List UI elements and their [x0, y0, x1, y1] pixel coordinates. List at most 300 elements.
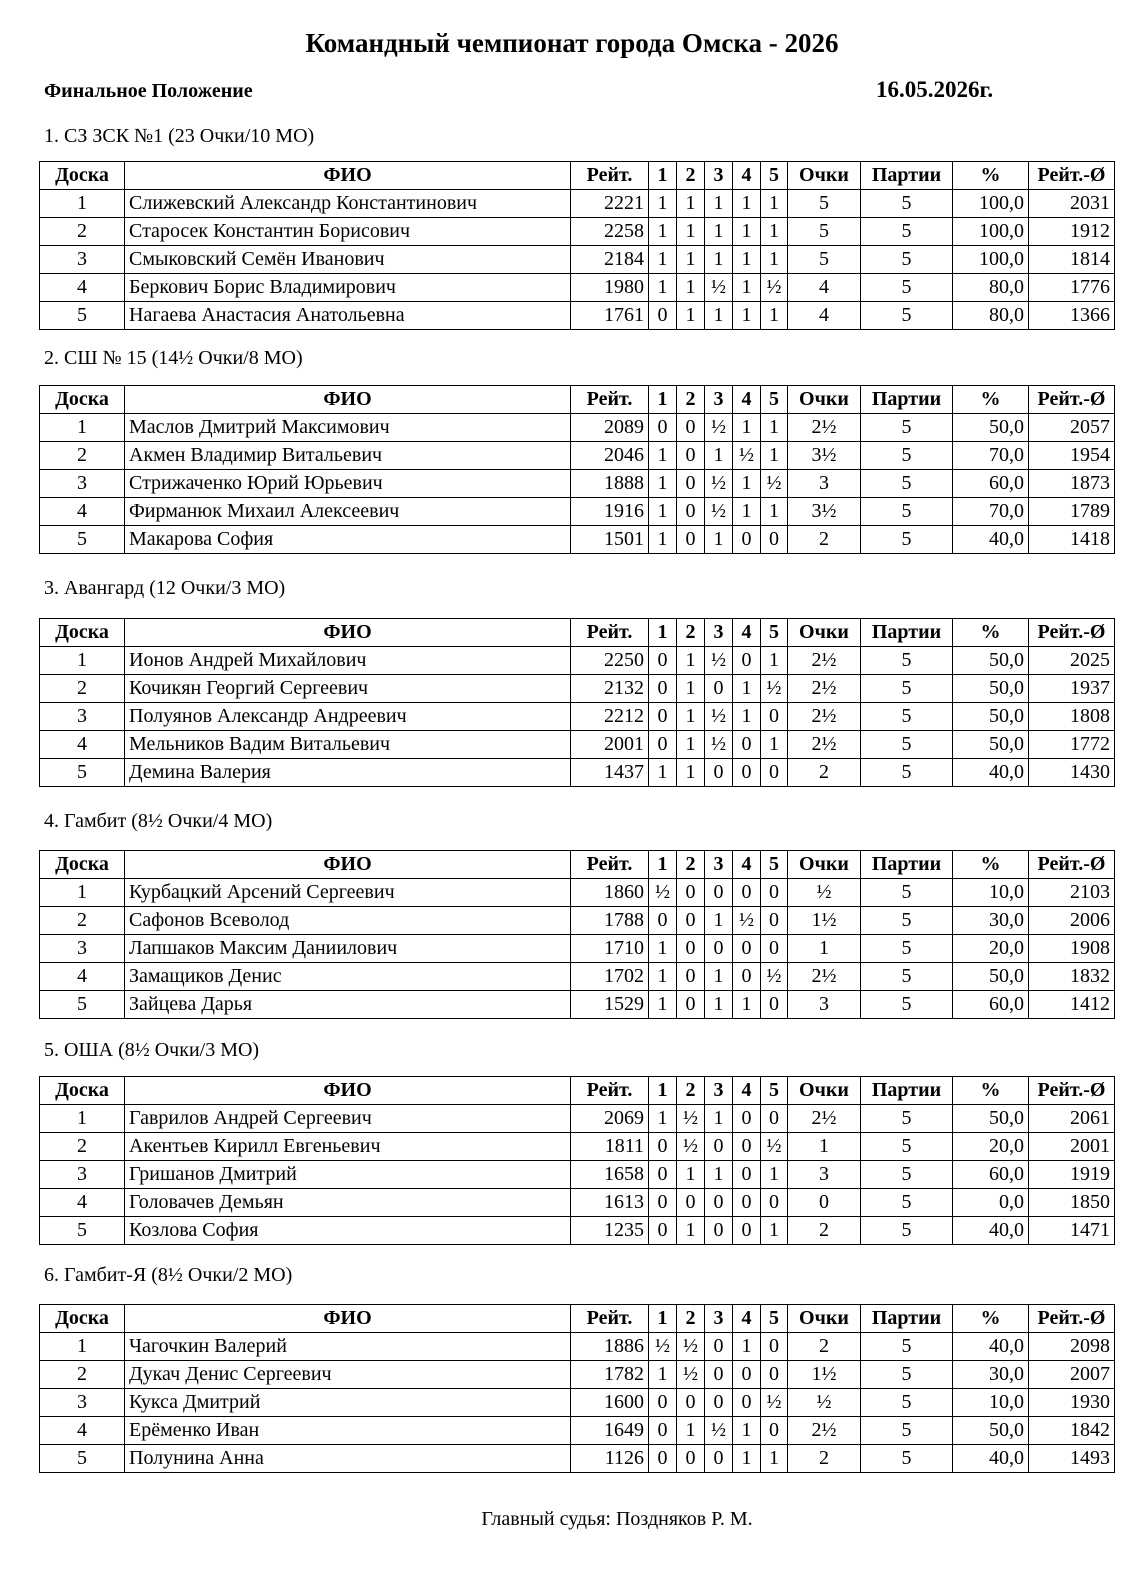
- cell-name: Кочикян Георгий Сергеевич: [125, 675, 571, 703]
- cell-round-4: 0: [733, 963, 761, 991]
- cell-round-5: 1: [761, 302, 788, 330]
- cell-board: 5: [40, 991, 125, 1019]
- cell-points: 2½: [788, 731, 861, 759]
- cell-round-3: ½: [705, 647, 733, 675]
- cell-round-1: 1: [649, 1105, 677, 1133]
- cell-round-2: ½: [677, 1361, 705, 1389]
- table-row: [40, 1389, 1115, 1417]
- cell-round-4: 0: [733, 759, 761, 787]
- column-header-round-3: 3: [705, 1305, 733, 1333]
- cell-rating: 2132: [571, 675, 649, 703]
- cell-round-1: ½: [649, 1333, 677, 1361]
- cell-round-1: 0: [649, 302, 677, 330]
- cell-percent: 50,0: [953, 414, 1029, 442]
- cell-name: Полуянов Александр Андреевич: [125, 703, 571, 731]
- cell-percent: 60,0: [953, 470, 1029, 498]
- cell-board: 4: [40, 731, 125, 759]
- column-header-name: ФИО: [125, 386, 571, 414]
- cell-percent: 70,0: [953, 442, 1029, 470]
- cell-round-2: 1: [677, 218, 705, 246]
- cell-rating: 1888: [571, 470, 649, 498]
- cell-name: Гришанов Дмитрий: [125, 1161, 571, 1189]
- cell-points: 2½: [788, 1105, 861, 1133]
- column-header-round-2: 2: [677, 162, 705, 190]
- cell-round-1: ½: [649, 879, 677, 907]
- cell-games: 5: [861, 218, 953, 246]
- team-title: 5. ОША (8½ Очки/3 МО): [44, 1039, 260, 1061]
- cell-points: 5: [788, 246, 861, 274]
- cell-round-4: 1: [733, 703, 761, 731]
- cell-points: 0: [788, 1189, 861, 1217]
- column-header-name: ФИО: [125, 1305, 571, 1333]
- column-header-round-3: 3: [705, 851, 733, 879]
- table-row: [40, 526, 1115, 554]
- cell-games: 5: [861, 907, 953, 935]
- cell-round-1: 0: [649, 414, 677, 442]
- cell-name: Ерёменко Иван: [125, 1417, 571, 1445]
- cell-round-4: 0: [733, 1133, 761, 1161]
- cell-rating: 2221: [571, 190, 649, 218]
- table-row: [40, 991, 1115, 1019]
- team-table: [39, 618, 1115, 787]
- cell-board: 2: [40, 907, 125, 935]
- cell-board: 3: [40, 1161, 125, 1189]
- cell-round-3: 0: [705, 1389, 733, 1417]
- cell-rating: 1658: [571, 1161, 649, 1189]
- cell-avg-rating: 2031: [1029, 190, 1115, 218]
- column-header-avg-rating: Рейт.-Ø: [1029, 619, 1115, 647]
- cell-round-4: 0: [733, 1217, 761, 1245]
- cell-round-3: ½: [705, 274, 733, 302]
- cell-board: 3: [40, 935, 125, 963]
- cell-rating: 2258: [571, 218, 649, 246]
- cell-points: 2½: [788, 963, 861, 991]
- cell-rating: 1529: [571, 991, 649, 1019]
- cell-round-3: 0: [705, 1445, 733, 1473]
- team-title: 4. Гамбит (8½ Очки/4 МО): [44, 810, 273, 832]
- cell-round-5: 0: [761, 759, 788, 787]
- cell-points: 2: [788, 1217, 861, 1245]
- cell-round-4: 0: [733, 1161, 761, 1189]
- cell-games: 5: [861, 1445, 953, 1473]
- cell-avg-rating: 1832: [1029, 963, 1115, 991]
- column-header-points: Очки: [788, 386, 861, 414]
- cell-round-1: 0: [649, 675, 677, 703]
- cell-points: 2: [788, 1333, 861, 1361]
- table-row: [40, 703, 1115, 731]
- cell-games: 5: [861, 647, 953, 675]
- table-row: [40, 1189, 1115, 1217]
- cell-games: 5: [861, 526, 953, 554]
- cell-round-5: 0: [761, 1105, 788, 1133]
- cell-round-5: 1: [761, 1445, 788, 1473]
- cell-avg-rating: 1842: [1029, 1417, 1115, 1445]
- cell-round-5: 1: [761, 731, 788, 759]
- column-header-round-2: 2: [677, 386, 705, 414]
- table-header-row: [40, 162, 1115, 190]
- cell-round-3: 0: [705, 1217, 733, 1245]
- cell-round-2: 0: [677, 879, 705, 907]
- column-header-points: Очки: [788, 619, 861, 647]
- cell-round-4: 1: [733, 1417, 761, 1445]
- cell-points: 3: [788, 470, 861, 498]
- cell-round-3: ½: [705, 414, 733, 442]
- table-row: [40, 935, 1115, 963]
- cell-round-3: 0: [705, 1333, 733, 1361]
- cell-points: 3: [788, 991, 861, 1019]
- column-header-round-5: 5: [761, 1305, 788, 1333]
- cell-round-2: 0: [677, 907, 705, 935]
- cell-points: 1: [788, 1133, 861, 1161]
- cell-percent: 100,0: [953, 246, 1029, 274]
- cell-name: Слижевский Александр Константинович: [125, 190, 571, 218]
- cell-round-5: 0: [761, 526, 788, 554]
- cell-round-3: 1: [705, 907, 733, 935]
- cell-round-2: 1: [677, 647, 705, 675]
- cell-percent: 20,0: [953, 935, 1029, 963]
- cell-name: Курбацкий Арсений Сергеевич: [125, 879, 571, 907]
- cell-round-5: 0: [761, 1189, 788, 1217]
- cell-rating: 2046: [571, 442, 649, 470]
- cell-avg-rating: 1908: [1029, 935, 1115, 963]
- column-header-percent: %: [953, 619, 1029, 647]
- cell-rating: 1811: [571, 1133, 649, 1161]
- column-header-round-3: 3: [705, 162, 733, 190]
- cell-round-5: 0: [761, 879, 788, 907]
- cell-avg-rating: 1772: [1029, 731, 1115, 759]
- cell-name: Гаврилов Андрей Сергеевич: [125, 1105, 571, 1133]
- cell-percent: 100,0: [953, 218, 1029, 246]
- cell-round-2: 0: [677, 498, 705, 526]
- cell-points: 4: [788, 302, 861, 330]
- cell-games: 5: [861, 274, 953, 302]
- cell-rating: 1235: [571, 1217, 649, 1245]
- cell-round-1: 0: [649, 1445, 677, 1473]
- column-header-board: Доска: [40, 1305, 125, 1333]
- cell-round-2: 0: [677, 991, 705, 1019]
- cell-round-1: 1: [649, 935, 677, 963]
- cell-board: 2: [40, 442, 125, 470]
- cell-round-4: 1: [733, 274, 761, 302]
- cell-name: Смыковский Семён Иванович: [125, 246, 571, 274]
- table-row: [40, 647, 1115, 675]
- table-row: [40, 907, 1115, 935]
- cell-avg-rating: 2098: [1029, 1333, 1115, 1361]
- cell-percent: 50,0: [953, 1105, 1029, 1133]
- cell-board: 1: [40, 1333, 125, 1361]
- cell-rating: 1600: [571, 1389, 649, 1417]
- cell-avg-rating: 1912: [1029, 218, 1115, 246]
- cell-round-3: 0: [705, 675, 733, 703]
- cell-round-5: ½: [761, 1133, 788, 1161]
- cell-rating: 1649: [571, 1417, 649, 1445]
- cell-games: 5: [861, 1217, 953, 1245]
- cell-round-5: 0: [761, 1361, 788, 1389]
- team-title: 1. СЗ ЗСК №1 (23 Очки/10 МО): [44, 125, 315, 147]
- team-table: [39, 385, 1115, 554]
- cell-rating: 2250: [571, 647, 649, 675]
- cell-board: 1: [40, 1105, 125, 1133]
- cell-round-4: 1: [733, 302, 761, 330]
- cell-avg-rating: 1919: [1029, 1161, 1115, 1189]
- cell-board: 4: [40, 1189, 125, 1217]
- cell-games: 5: [861, 302, 953, 330]
- cell-rating: 1710: [571, 935, 649, 963]
- cell-round-4: 0: [733, 526, 761, 554]
- cell-round-3: 1: [705, 302, 733, 330]
- cell-board: 5: [40, 302, 125, 330]
- cell-round-3: 1: [705, 246, 733, 274]
- cell-name: Акентьев Кирилл Евгеньевич: [125, 1133, 571, 1161]
- table-row: [40, 190, 1115, 218]
- cell-round-2: 0: [677, 442, 705, 470]
- cell-round-3: 1: [705, 218, 733, 246]
- column-header-round-4: 4: [733, 851, 761, 879]
- cell-name: Козлова София: [125, 1217, 571, 1245]
- cell-avg-rating: 1789: [1029, 498, 1115, 526]
- cell-round-5: ½: [761, 675, 788, 703]
- cell-round-1: 0: [649, 907, 677, 935]
- cell-avg-rating: 1471: [1029, 1217, 1115, 1245]
- cell-round-5: 1: [761, 1217, 788, 1245]
- column-header-round-4: 4: [733, 619, 761, 647]
- cell-points: ½: [788, 879, 861, 907]
- cell-games: 5: [861, 470, 953, 498]
- table-row: [40, 442, 1115, 470]
- cell-rating: 2089: [571, 414, 649, 442]
- column-header-percent: %: [953, 851, 1029, 879]
- cell-percent: 40,0: [953, 759, 1029, 787]
- column-header-round-1: 1: [649, 619, 677, 647]
- cell-round-3: 0: [705, 759, 733, 787]
- cell-name: Ионов Андрей Михайлович: [125, 647, 571, 675]
- cell-rating: 1437: [571, 759, 649, 787]
- cell-round-5: 0: [761, 991, 788, 1019]
- cell-percent: 40,0: [953, 1333, 1029, 1361]
- column-header-rating: Рейт.: [571, 619, 649, 647]
- cell-points: 2½: [788, 647, 861, 675]
- cell-points: 3½: [788, 498, 861, 526]
- cell-round-1: 1: [649, 1361, 677, 1389]
- team-table: [39, 850, 1115, 1019]
- cell-round-3: 1: [705, 1105, 733, 1133]
- cell-games: 5: [861, 935, 953, 963]
- cell-avg-rating: 2025: [1029, 647, 1115, 675]
- cell-round-2: 1: [677, 1417, 705, 1445]
- cell-round-1: 1: [649, 442, 677, 470]
- column-header-rating: Рейт.: [571, 851, 649, 879]
- cell-round-1: 1: [649, 498, 677, 526]
- cell-round-1: 0: [649, 1417, 677, 1445]
- cell-games: 5: [861, 1105, 953, 1133]
- cell-round-4: ½: [733, 907, 761, 935]
- cell-name: Чагочкин Валерий: [125, 1333, 571, 1361]
- cell-round-4: 1: [733, 246, 761, 274]
- team-title: 2. СШ № 15 (14½ Очки/8 МО): [44, 347, 303, 369]
- cell-round-2: 1: [677, 246, 705, 274]
- cell-points: 2½: [788, 414, 861, 442]
- cell-round-3: 1: [705, 991, 733, 1019]
- cell-name: Фирманюк Михаил Алексеевич: [125, 498, 571, 526]
- column-header-round-5: 5: [761, 162, 788, 190]
- cell-board: 2: [40, 1133, 125, 1161]
- cell-avg-rating: 1776: [1029, 274, 1115, 302]
- cell-board: 4: [40, 963, 125, 991]
- cell-percent: 10,0: [953, 879, 1029, 907]
- cell-board: 1: [40, 190, 125, 218]
- cell-rating: 1980: [571, 274, 649, 302]
- cell-round-4: 1: [733, 498, 761, 526]
- cell-round-1: 1: [649, 246, 677, 274]
- cell-rating: 1761: [571, 302, 649, 330]
- column-header-name: ФИО: [125, 851, 571, 879]
- cell-percent: 50,0: [953, 963, 1029, 991]
- cell-round-2: 0: [677, 1189, 705, 1217]
- column-header-games: Партии: [861, 162, 953, 190]
- column-header-rating: Рейт.: [571, 386, 649, 414]
- column-header-percent: %: [953, 1305, 1029, 1333]
- cell-games: 5: [861, 991, 953, 1019]
- cell-board: 1: [40, 414, 125, 442]
- column-header-rating: Рейт.: [571, 162, 649, 190]
- column-header-name: ФИО: [125, 1077, 571, 1105]
- column-header-points: Очки: [788, 1077, 861, 1105]
- column-header-round-5: 5: [761, 619, 788, 647]
- cell-avg-rating: 1412: [1029, 991, 1115, 1019]
- cell-round-3: 0: [705, 1189, 733, 1217]
- cell-round-4: 0: [733, 1361, 761, 1389]
- column-header-round-2: 2: [677, 1305, 705, 1333]
- table-row: [40, 759, 1115, 787]
- column-header-points: Очки: [788, 162, 861, 190]
- cell-round-2: ½: [677, 1333, 705, 1361]
- column-header-name: ФИО: [125, 619, 571, 647]
- cell-round-3: 0: [705, 935, 733, 963]
- cell-round-5: 0: [761, 907, 788, 935]
- table-row: [40, 1105, 1115, 1133]
- cell-round-5: 1: [761, 218, 788, 246]
- cell-round-1: 1: [649, 759, 677, 787]
- table-row: [40, 1217, 1115, 1245]
- cell-rating: 1126: [571, 1445, 649, 1473]
- cell-avg-rating: 1493: [1029, 1445, 1115, 1473]
- cell-round-1: 1: [649, 470, 677, 498]
- cell-name: Беркович Борис Владимирович: [125, 274, 571, 302]
- table-row: [40, 302, 1115, 330]
- cell-percent: 60,0: [953, 1161, 1029, 1189]
- cell-games: 5: [861, 190, 953, 218]
- cell-avg-rating: 1954: [1029, 442, 1115, 470]
- cell-games: 5: [861, 1133, 953, 1161]
- cell-points: 2½: [788, 675, 861, 703]
- cell-games: 5: [861, 879, 953, 907]
- column-header-round-4: 4: [733, 162, 761, 190]
- cell-round-3: ½: [705, 731, 733, 759]
- cell-games: 5: [861, 759, 953, 787]
- cell-round-3: ½: [705, 470, 733, 498]
- column-header-board: Доска: [40, 386, 125, 414]
- column-header-percent: %: [953, 162, 1029, 190]
- table-header-row: [40, 1077, 1115, 1105]
- column-header-round-2: 2: [677, 1077, 705, 1105]
- column-header-points: Очки: [788, 851, 861, 879]
- cell-percent: 50,0: [953, 675, 1029, 703]
- cell-rating: 1702: [571, 963, 649, 991]
- column-header-percent: %: [953, 386, 1029, 414]
- cell-games: 5: [861, 703, 953, 731]
- cell-round-3: 1: [705, 526, 733, 554]
- table-row: [40, 879, 1115, 907]
- cell-percent: 40,0: [953, 1217, 1029, 1245]
- cell-round-2: 1: [677, 1161, 705, 1189]
- cell-avg-rating: 1814: [1029, 246, 1115, 274]
- column-header-round-1: 1: [649, 386, 677, 414]
- cell-board: 3: [40, 703, 125, 731]
- cell-board: 5: [40, 759, 125, 787]
- cell-avg-rating: 1873: [1029, 470, 1115, 498]
- cell-round-4: 1: [733, 1333, 761, 1361]
- cell-round-5: 1: [761, 647, 788, 675]
- cell-board: 5: [40, 1217, 125, 1245]
- table-header-row: [40, 851, 1115, 879]
- cell-round-2: 1: [677, 274, 705, 302]
- cell-rating: 1860: [571, 879, 649, 907]
- cell-round-2: ½: [677, 1105, 705, 1133]
- cell-points: 5: [788, 218, 861, 246]
- cell-round-5: 0: [761, 1333, 788, 1361]
- cell-games: 5: [861, 675, 953, 703]
- cell-percent: 70,0: [953, 498, 1029, 526]
- cell-avg-rating: 1937: [1029, 675, 1115, 703]
- cell-round-3: 1: [705, 442, 733, 470]
- cell-games: 5: [861, 498, 953, 526]
- cell-round-1: 0: [649, 1161, 677, 1189]
- cell-board: 4: [40, 498, 125, 526]
- cell-round-2: 1: [677, 731, 705, 759]
- cell-round-4: 0: [733, 731, 761, 759]
- cell-board: 2: [40, 218, 125, 246]
- cell-round-4: 0: [733, 879, 761, 907]
- cell-round-1: 1: [649, 190, 677, 218]
- column-header-board: Доска: [40, 851, 125, 879]
- team-table: [39, 1076, 1115, 1245]
- cell-round-2: ½: [677, 1133, 705, 1161]
- cell-round-1: 0: [649, 1217, 677, 1245]
- cell-points: 1: [788, 935, 861, 963]
- cell-round-5: 1: [761, 246, 788, 274]
- cell-round-5: 1: [761, 442, 788, 470]
- cell-name: Маслов Дмитрий Максимович: [125, 414, 571, 442]
- cell-round-2: 1: [677, 302, 705, 330]
- cell-board: 2: [40, 1361, 125, 1389]
- cell-name: Демина Валерия: [125, 759, 571, 787]
- team-title: 3. Авангард (12 Очки/3 МО): [44, 577, 286, 599]
- table-row: [40, 1161, 1115, 1189]
- cell-board: 1: [40, 647, 125, 675]
- cell-percent: 30,0: [953, 907, 1029, 935]
- cell-name: Лапшаков Максим Даниилович: [125, 935, 571, 963]
- column-header-rating: Рейт.: [571, 1077, 649, 1105]
- table-row: [40, 498, 1115, 526]
- cell-games: 5: [861, 246, 953, 274]
- cell-percent: 100,0: [953, 190, 1029, 218]
- column-header-board: Доска: [40, 1077, 125, 1105]
- cell-round-4: 1: [733, 190, 761, 218]
- cell-round-3: ½: [705, 1417, 733, 1445]
- cell-round-1: 1: [649, 218, 677, 246]
- column-header-points: Очки: [788, 1305, 861, 1333]
- cell-round-2: 0: [677, 963, 705, 991]
